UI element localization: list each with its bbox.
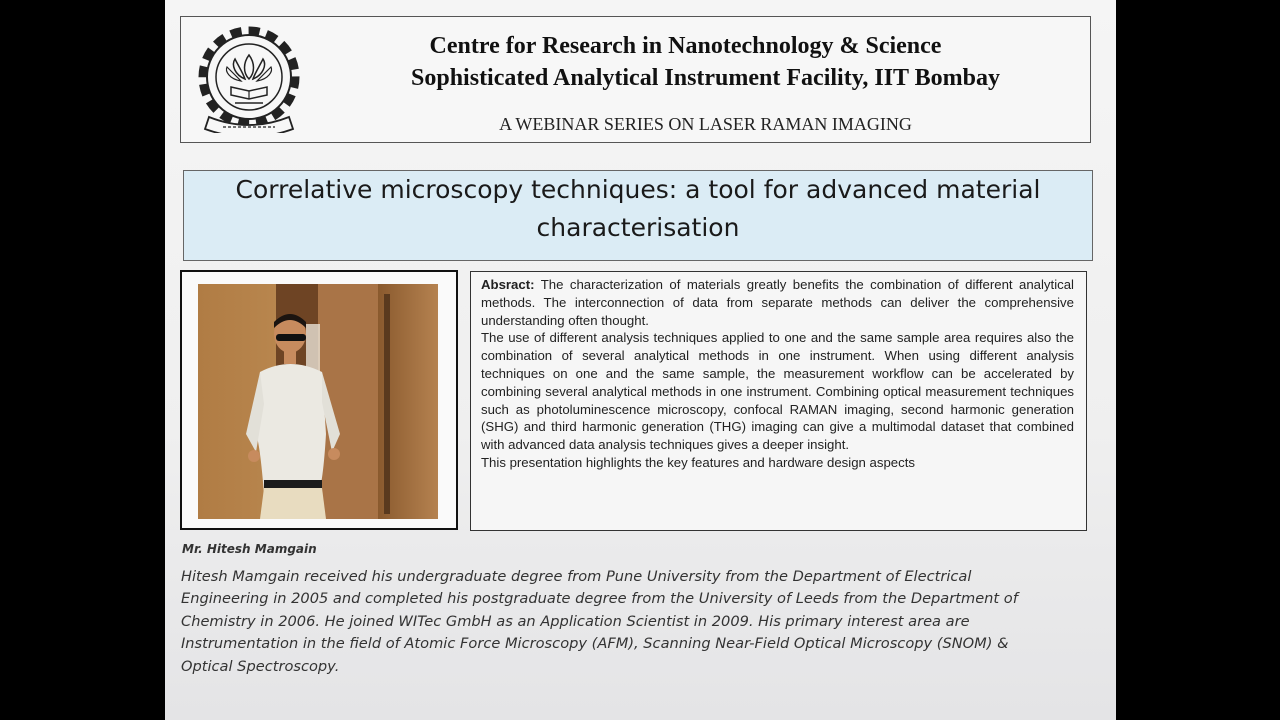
abstract-paragraph-1 [481,276,1074,329]
abstract-para1-text: The characterization of materials greatly benefits the combination of different analytical methods. The interconnection of data from separate methods can deliver the comprehensive understanding often thought. [481,277,1074,328]
header-box [180,16,1091,143]
header-series: A WEBINAR SERIES ON LASER RAMAN IMAGING [499,114,912,134]
header-institution: Centre for Research in Nanotechnology & Science [429,33,942,59]
talk-title-line-2: characterisation [536,213,740,242]
abstract-label: Absract: [481,277,535,292]
slide [165,0,1116,720]
abstract-paragraph-2: The use of different analysis techniques applied to one and the same sample area requires also the combination of several analytical methods in one instrument. When using different analysis techniques on one and the same sample, the measurement workflow can be accelerated by combining several analytical methods in one instrument. Combining optical measurement techniques such as photoluminescence microscopy, confocal RAMAN imaging, second harmonic generation (SHG) and third harmonic generation (THG) imaging can give a multimodal dataset that combined with advanced data analysis techniques gives a deeper insight. [481,330,1074,453]
bio-line: Hitesh Mamgain received his undergraduate degree from Pune University from the Department of Electrical [181,568,972,585]
bio-line: Engineering in 2005 and completed his postgraduate degree from the University of Leeds from the Department of [181,590,1018,608]
talk-title-box [183,170,1093,261]
bio-line: Optical Spectroscopy. [181,657,340,675]
speaker-photo [198,284,438,519]
speaker-bio [181,566,1071,678]
header-facility: Sophisticated Analytical Instrument Facility, IIT Bombay [411,65,1000,91]
talk-title-line-1: Correlative microscopy techniques: a tool for advanced material [235,175,1041,204]
abstract-box [470,271,1087,531]
speaker-name: Mr. Hitesh Mamgain [182,542,317,556]
bio-line: Instrumentation in the field of Atomic Force Microscopy (AFM), Scanning Near-Field Optical Microscopy (SNOM) & [181,635,1009,653]
talk-title [194,171,1082,247]
bio-line: Chemistry in 2006. He joined WITec GmbH as an Application Scientist in 2009. His primary interest area are [181,612,970,630]
speaker-photo-frame [180,270,458,530]
abstract [481,276,1074,472]
abstract-paragraph-3: This presentation highlights the key features and hardware design aspects [481,454,915,470]
